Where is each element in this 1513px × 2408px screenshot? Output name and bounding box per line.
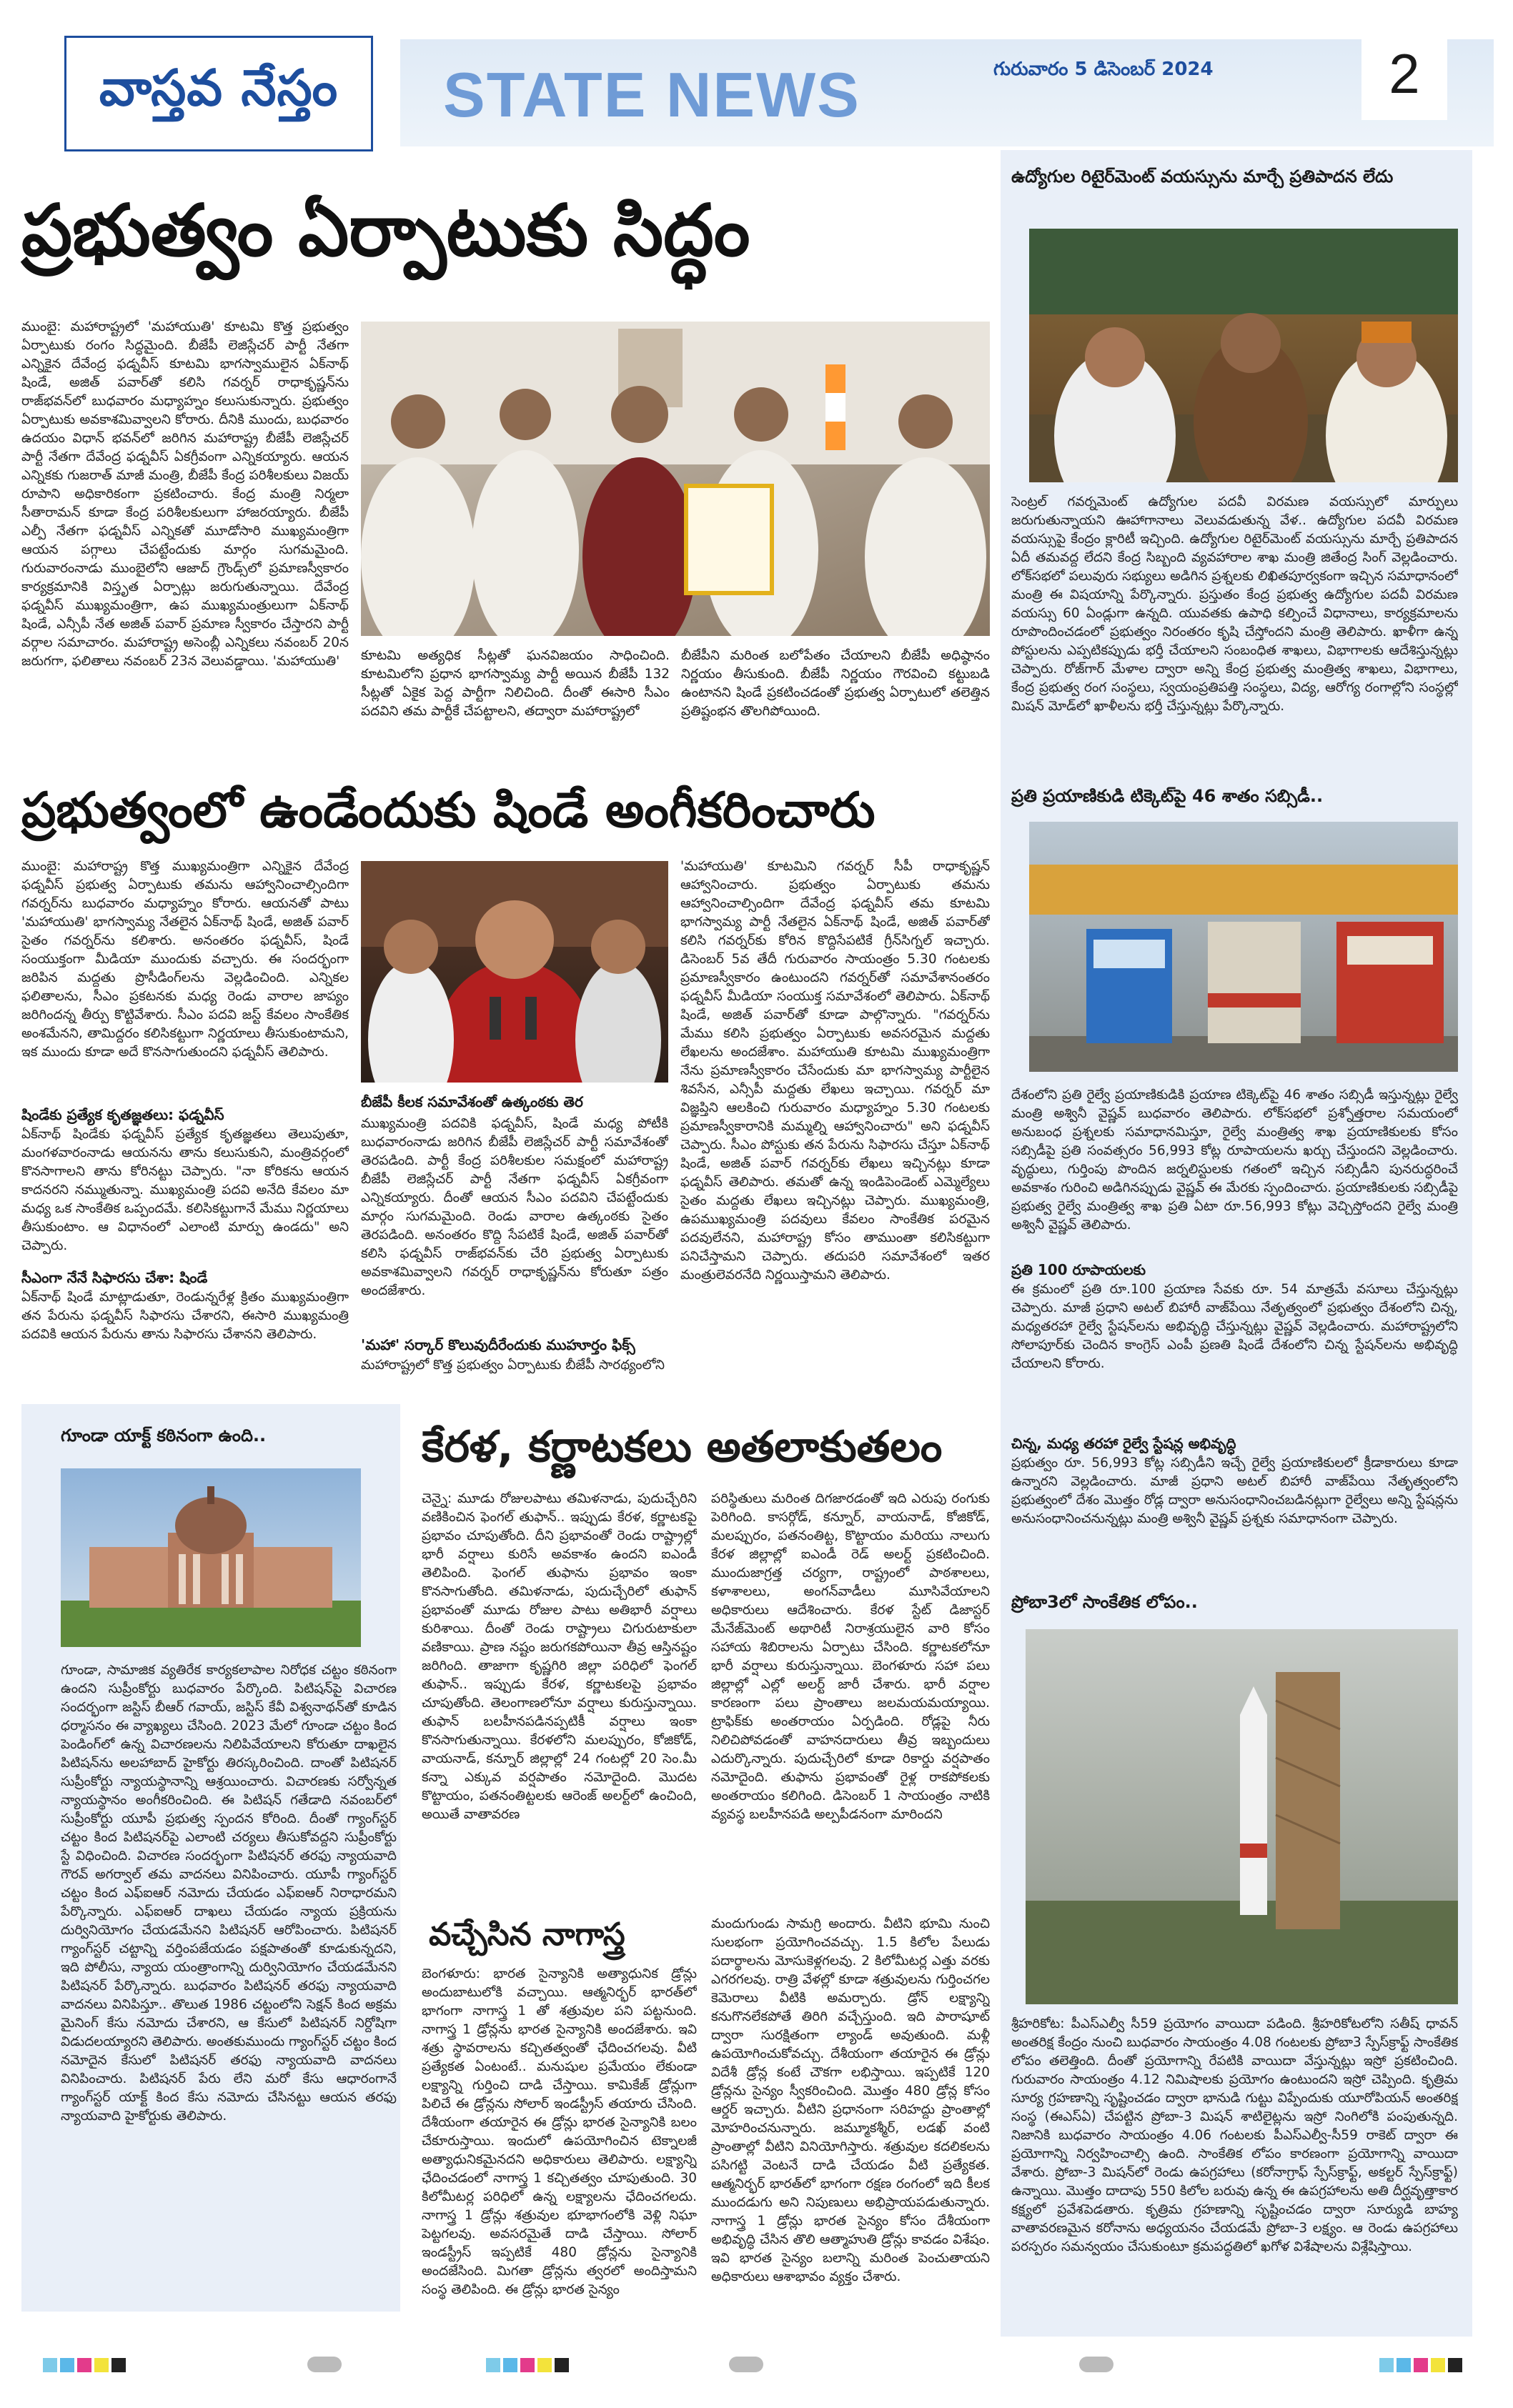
goonda-body-text: గూండా, సామాజిక వ్యతిరేక కార్యకలాపాల నిరోధక చట్టం కఠినంగా ఉందని సుప్రీంకోర్టు బుధవారం పేర్కొంది. పిటిషన్‌పై విచారణ సందర్భంగా జస్టిస్ బీఆర్ గవాయ్, జస్టిస్ కేవీ విశ్వనాథన్‌తో కూడిన ధర్మాసనం ఈ వ్యాఖ్యలు చేసింది. 2023 మేలో గూండా చట్టం కింద పెండింగ్‌లో ఉన్న విచారణలను నిలిపివేయాలని కోరుతూ దాఖలైన పిటిషన్‌ను అలహాబాద్ హైకోర్టు తిరస్కరించింది. దాంతో పిటిషనర్ సుప్రీంకోర్టు న్యాయస్థానాన్ని ఆశ్రయించారు. విచారణకు సర్వోన్నత న్యాయస్థానం అంగీకరించింది. ఈ పిటిషన్ గతేడాది నవంబర్‌లో సుప్రీంకోర్టు యూపీ ప్రభుత్వ స్పందన కోరింది. దీంతో గ్యాంగ్‌స్టర్ చట్టం కింద పిటిషనర్‌పై ఎలాంటి చర్యలు తీసుకోవద్దని సుప్రీంకోర్టు స్టే విధించింది. విచారణ సందర్భంగా పిటిషనర్ తరఫు న్యాయవాది గౌరవ్ అగర్వాల్ తమ వాదనలు వినిపించారు. యూపీ గ్యాంగ్‌స్టర్ చట్టం కింద ఎఫ్ఐఆర్ నమోదు చేయడం ఎఫ్ఐఆర్ నిరాధారమని పేర్కొన్నారు. ఎఫ్ఐఆర్ దాఖలు చేయడం న్యాయ ప్రక్రియను దుర్వినియోగం చేయడమేనని పిటిషనర్ ఆరోపించారు. పిటిషనర్ గ్యాంగ్‌స్టర్ చట్టాన్ని వర్తింపజేయడం పక్షపాతంతో కూడుకున్నదని, ఇది పోలీసు, న్యాయ యంత్రాంగాన్ని దుర్వినియోగం చేయడమేనని పిటిషనర్ పేర్కొన్నారు. బుధవారం పిటిషనర్ తరఫు న్యాయవాది వాదనలు వినిపిస్తూ.. తొలుత 1986 చట్టంలోని సెక్షన్ కింద అక్రమ మైనింగ్ కేసు నమోదు చేశారని, ఆ కేసులో పిటిషనర్ నిర్దోషిగా విడుదలయ్యారని తెలిపారు. అంతకుముందు గ్యాంగ్‌స్టర్ చట్టం కింద నమోదైన కేసులో పిటిషనర్ తరఫు న్యాయవాది వాదనలు వినిపించారు. పిటిషనర్ పేరు లేని మరో కేసు ఆధారంగానే గ్యాంగ్‌స్టర్ యాక్ట్ కింద కేసు నమోదు చేసినట్టు ఆయన తరఫు న్యాయవాది హైకోర్టుకు తెలిపారు.: [61, 1663, 397, 2124]
lead-photo-caption-right: బీజేపీని మరింత బలోపేతం చేయాలని బీజేపీ అధిష్ఠానం నిర్ణయం తీసుకుంది. బీజేపీ నిర్ణయం గౌరవించి కట్టుబడి ఉంటానని షిండే ప్రకటించడంతో ప్రభుత్వ ఏర్పాటులో తలెత్తిన ప్రతిష్టంభన తొలగిపోయింది.: [681, 648, 990, 719]
kerala-col1-text: చెన్నై: మూడు రోజులపాటు తమిళనాడు, పుదుచ్చేరిని వణికించిన ఫెంగల్ తుఫాన్.. ఇప్పుడు కేరళ, కర్ణాటకపై ప్రభావం చూపుతోంది. దీని ప్రభావంతో రెండు రాష్ట్రాల్లో భారీ వర్షాలు కురిసే అవకాశం ఉందని ఐఎండీ తెలిపింది. ఫెంగల్ తుఫాను ప్రభావం ఇంకా కొనసాగుతోంది. తమిళనాడు, పుదుచ్చేరిలో తుఫాన్ ప్రభావంతో మూడు రోజుల పాటు అతిభారీ వర్షాలు కురిశాయి. దీంతో రెండు రాష్ట్రాలు చిగురుటాకులా వణికాయి. ప్రాణ నష్టం జరుగకపోయినా తీవ్ర ఆస్తినష్టం జరిగింది. తాజాగా కృష్ణగిరి జిల్లా పరిధిలో ఫెంగల్ తుఫాన్.. ఇప్పుడు కేరళ, కర్ణాటకలపై ప్రభావం చూపుతోంది. తెలంగాణలోనూ వర్షాలు కురుస్తున్నాయి. తుఫాన్ బలహీనపడినప్పటికీ వర్షాలు ఇంకా కొనసాగుతున్నాయి. కేరళలోని మలప్పురం, కోజికోడ్, వాయనాడ్, కన్నూర్ జిల్లాల్లో 24 గంటల్లో 20 సెం.మీ కన్నా ఎక్కువ వర్షపాతం నమోదైంది. మొదట కొట్టాయం, పతనంతిట్టలకు ఆరెంజ్ అలర్ట్‌లో ఉంచింది, అయితే వాతావరణ: [422, 1491, 697, 1822]
color-registration-marks-center: [486, 2358, 569, 2372]
second-col3-text: 'మహాయుతి' కూటమిని గవర్నర్ సీపీ రాధాకృష్ణన్ ఆహ్వానించారు. ప్రభుత్వం ఏర్పాటుకు తమను ఆహ్వానించాల్సిందిగా దేవేంద్ర ఫడ్నవీస్ తమ కూటమి భాగస్వామ్య పార్టీ నేతలైన ఏక్‌నాథ్ షిండే, అజిత్ పవార్‌తో కలిసి గవర్నర్‌కు కోరిన కొద్దిసేపటికే గ్రీన్‌సిగ్నల్ ఇచ్చారు. డిసెంబర్ 5వ తేదీ గురువారం సాయంత్రం 5.30 గంటలకు ప్రమాణస్వీకారం ఉంటుందని గవర్నర్‌తో సమావేశానంతరం ఫడ్నవీస్ మీడియా సంయుక్త సమావేశంలో తెలిపారు. ఏక్‌నాథ్ షిండే, అజిత్ పవార్‌తో కూడా పాల్గొన్నారు. "గవర్నర్‌ను మేము కలిసి ప్రభుత్వం ఏర్పాటుకు అవసరమైన మద్దతు లేఖలను అందజేశాం. మహాయుతి కూటమి ముఖ్యమంత్రిగా నేను ప్రమాణస్వీకారం చేసేందుకు మా భాగస్వామ్య పార్టీలైన శివసేన, ఎన్సీపీ మద్దతు లేఖలు ఇచ్చాయి. గవర్నర్ మా విజ్ఞప్తిని ఆలకించి గురువారం మధ్యాహ్నం 5.30 గంటలకు ప్రమాణస్వీకారానికి మమ్మల్ని ఆహ్వానించారు" అని ఫడ్నవీస్ చెప్పారు. సీఎం పోస్టుకు తన పేరును సిఫారసు చేస్తూ ఏక్‌నాథ్ షిండే, అజిత్ పవార్ గవర్నర్‌కు లేఖలు ఇచ్చినట్లు కూడా ఫడ్నవీస్ తెలిపారు. తమతో ఉన్న ఇండిపెండెంట్ ఎమ్మెల్యేలు సైతం మద్దతు లేఖలు ఇచ్చినట్లు చెప్పారు. ముఖ్యమంత్రి, ఉపముఖ్యమంత్రి పదవులు కేవలం సాంకేతిక పరమైన పదవులేనని, మహారాష్ట్ర కోసం తాముంతా కలిసికట్టుగా పనిచేస్తామని చెప్పారు. తదుపరి సమావేశంలో ఇతర మంత్రులెవరనేది నిర్ణయిస్తామని తెలిపారు.: [680, 859, 990, 1283]
subsidy-body-text-3: ప్రభుత్వం రూ. 56,993 కోట్ల సబ్సిడీని ఇచ్చే రైల్వే ప్రయాణికులలో క్రీడాకారులు కూడా ఉన్నారని వెల్లడించారు. మాజీ ప్రధాని అటల్ బిహారీ వాజ్‌పేయి నేతృత్వంలోని ప్రభుత్వంలో దేశం మొత్తం రోడ్ల ద్వారా అనుసంధానించబడినట్లుగా రైల్వేలు అన్ని స్టేషన్లను అనుసంధానించనున్నట్లు మంత్రి అశ్వినీ వైష్ణవ్ ప్రశ్నకు సమాధానంగా చెప్పారు.: [1011, 1456, 1458, 1526]
subsidy-subhead-stations: చిన్న, మధ్య తరహా రైల్వే స్టేషన్ల అభివృద్ధి: [1011, 1435, 1236, 1452]
newspaper-logo: వాస్తవ నేస్తం: [64, 36, 373, 151]
registration-pill: [1079, 2357, 1113, 2372]
subsidy-body-text-2: ఈ క్రమంలో ప్రతి రూ.100 ప్రయాణ సేవకు రూ. 54 మాత్రమే వసూలు చేస్తున్నట్లు చెప్పారు. మాజీ ప్రధాని అటల్ బిహారీ వాజ్‌పేయి నేతృత్వంలో ప్రభుత్వం దేశంలోని చిన్న, మధ్యతరహా రైల్వే స్టేషన్‌లను అభివృద్ధి చేస్తున్నట్లు వైష్ణవ్ వెల్లడించారు. మహారాష్ట్రలోని సోలాపూర్‌కు చెందిన కాంగ్రెస్ ఎంపీ ప్రణతి షిండే దేశంలోని చిన్న స్టేషన్‌లను అభివృద్ధి చేయాలని కోరారు.: [1011, 1282, 1458, 1371]
second-col2-text: ముఖ్యమంత్రి పదవికి ఫడ్నవీస్, షిండే మధ్య పోటీకి బుధవారంనాడు జరిగిన బీజేపీ లెజిస్లేచర్ పార్టీ సమావేశంతో తెరపడింది. పార్టీ కేంద్ర పరిశీలకుల సమక్షంలో మహారాష్ట్ర బీజేపీ లెజిస్లేచర్ పార్టీ నేతగా ఫడ్నవీస్ ఏకగ్రీవంగా ఎన్నికయ్యారు. దీంతో ఆయన సీఎం పదవిని చేపట్టేందుకు మార్గం సుగమమైంది. రెండు వారాల ఉత్కంఠకు సైతం తెరపడింది. అనంతరం కొద్ది సేపటికే షిండే, అజిత్ పవార్‌తో కలిసి ఫడ్నవీస్ రాజ్‌భవన్‌కు చేరి ప్రభుత్వ ఏర్పాటుకు అవకాశమివ్వాలని గవర్నర్ రాధాకృష్ణన్‌ను కోరుతూ పత్రం అందజేశారు.: [361, 1116, 668, 1298]
second-col1b-text: ఏక్‌నాథ్ షిండేకు ఫడ్నవీస్ ప్రత్యేక కృతజ్ఞతలు తెలుపుతూ, మంగళవారంనాడు ఆయనను తాను కలుసుకుని, మంత్రివర్గంలో కొనసాగాలని తాను కోరినట్టు చెప్పారు. "నా కోరికను ఆయన కాదనరని నమ్ముతున్నా. ముఖ్యమంత్రి పదవి అనేది కేవలం మా మధ్య ఒక సాంకేతిక ఒప్పందమే. కలిసికట్టుగానే మేము నిర్ణయాలు తీసుకుంటాం. ఆ విధానంలో ఎలాంటి మార్పు ఉండదు" అని చెప్పారు.: [21, 1127, 349, 1253]
supreme-court-photo: [61, 1468, 361, 1647]
registration-pill: [729, 2357, 763, 2372]
proba3-headline: ప్రోబా3లో సాంకేతిక లోపం..: [1011, 1592, 1198, 1612]
second-col1c-text: ఏక్‌నాథ్ షిండే మాట్లాడుతూ, రెండున్నరేళ్ల క్రితం ముఖ్యమంత్రిగా తన పేరును ఫడ్నవీస్ సిఫారసు చేశారని, ఈసారి ముఖ్యమంత్రి పదవికి ఆయన పేరును తాను సిఫారసు చేశానని తెలిపారు.: [21, 1290, 349, 1342]
subsidy-headline: ప్రతి ప్రయాణికుడి టిక్కెట్‌పై 46 శాతం సబ్సిడీ..: [1011, 786, 1324, 806]
subsidy-body-text: దేశంలోని ప్రతి రైల్వే ప్రయాణికుడికి ప్రయాణ టిక్కెట్‌పై 46 శాతం సబ్సిడీ ఇస్తున్నట్లు రైల్వే మంత్రి అశ్వినీ వైష్ణవ్ బుధవారం తెలిపారు. లోక్‌సభలో ప్రశ్నోత్తరాల సమయంలో అనుబంధ ప్రశ్నలకు సమాధానమిస్తూ, రైల్వే మంత్రిత్వ శాఖ ప్రయాణికులకు కోసం సబ్సిడీపై ప్రతి సంవత్సరం 56,993 కోట్ల రూపాయలను ఖర్చు చేస్తుందని వెల్లడించారు. వృద్ధులు, గుర్తింపు పొందిన జర్నలిస్టులకు గతంలో ఇచ్చిన సబ్సిడీని పునరుద్ధరించే అవకాశం గురించి అడిగినప్పుడు వైష్ణవ్ ఈ మేరకు స్పందించారు. ప్రయాణికులకు సబ్సిడీపై ప్రభుత్వ రైల్వే మంత్రిత్వ శాఖ ప్రతి ఏటా రూ.56,993 కోట్లు వెచ్చిస్తోందని రైల్వే మంత్రి అశ్వినీ వైష్ణవ్ తెలిపారు.: [1011, 1088, 1458, 1233]
second-photo-caption-title: బీజేపీ కీలక సమావేశంతో ఉత్కంఠకు తెర: [361, 1093, 583, 1110]
lead-photo-governor-meeting: [361, 322, 990, 636]
color-registration-marks-right: [1379, 2358, 1462, 2372]
nagastra-col2-text: మందుగుండు సామగ్రి అందారు. వీటిని భూమి నుంచి సులభంగా ప్రయోగించవచ్చు. 1.5 కిలోల పేలుడు పదార్థాలను మోసుకెళ్లగలవు. 2 కిలోమీటర్ల ఎత్తు వరకు ఎగరగలవు. రాత్రి వేళల్లో కూడా శత్రువులను గుర్తించగల కెమెరాలు వీటికి అమర్చారు. డ్రోన్ లక్ష్యాన్ని కనుగొనలేకపోతే తిరిగి వచ్చేస్తుంది. ఇది పారాషూట్ ద్వారా సురక్షితంగా ల్యాండ్ అవుతుంది. మళ్లీ ఉపయోగించుకోవచ్చు. దేశీయంగా తయారైన ఈ డ్రోన్లు విదేశీ డ్రోన్ల కంటే చౌకగా లభిస్తాయి. ఇప్పటికే 120 డ్రోన్లను సైన్యం స్వీకరించింది. మొత్తం 480 డ్రోన్ల కోసం ఆర్డర్ ఇచ్చారు. వీటిని ప్రధానంగా సరిహద్దు ప్రాంతాల్లో మోహరించనున్నారు. జమ్మూకశ్మీర్, లడఖ్ వంటి ప్రాంతాల్లో వీటిని వినియోగిస్తారు. శత్రువుల కదలికలను పసిగట్టి వెంటనే దాడి చేయడం వీటి ప్రత్యేకత. ఆత్మనిర్భర్ భారత్‌లో భాగంగా రక్షణ రంగంలో ఇది కీలక ముందడుగు అని నిపుణులు అభిప్రాయపడుతున్నారు. నాగాస్త్ర 1 డ్రోన్లు భారత సైన్యం కోసం దేశీయంగా అభివృద్ధి చేసిన తొలి ఆత్మాహుతి డ్రోన్లు కావడం విశేషం. ఇవి భారత సైన్యం బలాన్ని మరింత పెంచుతాయని అధికారులు ఆశాభావం వ్యక్తం చేశారు.: [711, 1916, 990, 2284]
proba3-body-text: శ్రీహరికోట: పీఎస్ఎల్వీ సీ59 ప్రయోగం వాయిదా పడింది. శ్రీహరికోటలోని సతీష్ ధావన్ అంతరిక్ష కేంద్రం నుంచి బుధవారం సాయంత్రం 4.08 గంటలకు ప్రోబా3 స్పేస్‌క్రాఫ్ట్ సాంకేతిక లోపం తలెత్తింది. దీంతో ప్రయోగాన్ని రేపటికి వాయిదా వేస్తున్నట్లు ఇస్రో ప్రకటించింది. గురువారం సాయంత్రం 4.12 నిమిషాలకు ప్రయోగం ఉంటుందని ఇస్రో చెప్పింది. కృత్రిమ సూర్య గ్రహణాన్ని సృష్టించడం ద్వారా భానుడి గుట్టు విప్పేందుకు యూరోపియన్ అంతరిక్ష సంస్థ (ఈఎస్ఏ) చేపట్టిన ప్రోబా-3 మిషన్ శాటిలైట్లను ఇస్రో నింగిలోకి పంపుతున్నది. నిజానికి బుధవారం సాయంత్రం 4.06 గంటలకు పీఎస్ఎల్వీ-సీ59 రాకెట్ ద్వారా ఈ ప్రయోగాన్ని నిర్వహించాల్సి ఉంది. సాంకేతిక లోపం కారణంగా ప్రయోగాన్ని వాయిదా వేశారు. ప్రోబా-3 మిషన్‌లో రెండు ఉపగ్రహాలు (కరోనాగ్రాఫ్ స్పేస్‌క్రాఫ్ట్, అకల్టర్ స్పేస్‌క్రాఫ్ట్) ఉన్నాయి. మొత్తం దాదాపు 550 కిలోల బరువు ఉన్న ఈ ఉపగ్రహాలను అతి దీర్ఘవృత్తాకార కక్ష్యలో ప్రవేశపెడతారు. కృత్రిమ గ్రహణాన్ని సృష్టించడం ద్వారా సూర్యుడి బాహ్య వాతావరణమైన కరోనాను అధ్యయనం చేయడమే ప్రోబా-3 లక్ష్యం. ఆ రెండు ఉపగ్రహాలు పరస్పరం సమన్వయం చేసుకుంటూ క్రమపద్ధతిలో ఖగోళ విశేషాలను విశ్లేషిస్తాయి.: [1011, 2016, 1458, 2254]
section-title: STATE NEWS: [443, 59, 860, 130]
goonda-headline: గూండా యాక్ట్ కఠినంగా ఉంది..: [61, 1426, 267, 1446]
color-registration-marks-left: [43, 2358, 126, 2372]
second-col1-text: ముంబై: మహారాష్ట్ర కొత్త ముఖ్యమంత్రిగా ఎన్నికైన దేవేంద్ర ఫడ్నవీస్ ప్రభుత్వ ఏర్పాటుకు తమను ఆహ్వానించాల్సిందిగా గవర్నర్‌ను బుధవారం మధ్యాహ్నం కోరారు. ఆయనతో పాటు 'మహాయుతి' భాగస్వామ్య నేతలైన ఏక్‌నాథ్ షిండే, అజిత్ పవార్ సైతం గవర్నర్‌ను కలిశారు. అనంతరం ఫడ్నవీస్, షిండే సంయుక్తంగా మీడియా ముందుకు వచ్చారు. ఈ సందర్భంగా జరిపిన మద్దతు ప్రొసీడింగ్‌లను వెల్లడించింది. ఎన్నికల ఫలితాలను, సీఎం ప్రకటనకు మధ్య రెండు వారాల జాప్యం జరిగిందన్న తీర్పు కొట్టివేశారు. సీఎం పదవి జస్ట్ కేవలం సాంకేతిక అంశమేనని, తామిద్దరం కలిసికట్టుగా నిర్ణయాలు తీసుకుంటామని, ఇక ముందు కూడా అదే కొనసాగుతుందని ఫడ్నవీస్ తెలిపారు.: [21, 859, 349, 1060]
parliament-photo: [1029, 229, 1458, 482]
trains-photo: [1029, 822, 1458, 1072]
kerala-headline: కేరళ, కర్ణాటకలు అతలాకుతలం: [422, 1422, 943, 1472]
lead-body-text: ముంబై: మహారాష్ట్రలో 'మహాయుతి' కూటమి కొత్త ప్రభుత్వం ఏర్పాటుకు రంగం సిద్ధమైంది. బీజేపీ లెజిస్లేచర్ పార్టీ నేతగా ఎన్నికైన దేవేంద్ర ఫడ్నవీస్ కూటమి భాగస్వాములైన ఏక్‌నాథ్ షిండే, అజిత్ పవార్‌తో కలిసి గవర్నర్ రాధాకృష్ణన్‌ను రాజ్‌భవన్‌లో బుధవారం మధ్యాహ్నం కలుసుకున్నారు. ప్రభుత్వం ఏర్పాటుకు అవకాశమివ్వాలని కోరారు. దీనికి ముందు, బుధవారం ఉదయం విధాన్ భవన్‌లో జరిగిన మహారాష్ట్ర బీజేపీ లెజిస్లేచర్ పార్టీ నేతగా దేవేంద్ర ఫడ్నవీస్ ఏకగ్రీవంగా ఎన్నికయ్యారు. ఆయన ఎన్నికకు గుజరాత్ మాజీ మంత్రి, బీజేపీ కేంద్ర పరిశీలకులు విజయ్ రూపాని అధికారికంగా ప్రకటించారు. కేంద్ర మంత్రి నిర్మలా సీతారామన్ కూడా కేంద్ర పరిశీలకులుగా హాజరయ్యారు. బీజేపీ ఎల్పీ నేతగా ఫడ్నవీస్ ఎన్నికతో మూడోసారి ముఖ్యమంత్రిగా ఆయన పగ్గాలు చేపట్టేందుకు మార్గం సుగమమైంది. గురువారంనాడు ముంబైలోని ఆజాద్ గ్రౌండ్స్‌లో ప్రమాణస్వీకారం కార్యక్రమానికి విస్తృత ఏర్పాట్లు జరుగుతున్నాయి. దేవేంద్ర ఫడ్నవీస్ ముఖ్యమంత్రిగా, ఉప ముఖ్యమంత్రులుగా ఏక్‌నాథ్ షిండే, ఎన్సీపీ నేత అజిత్ పవార్ ప్రమాణ స్వీకారం చేస్తారని పార్టీ వర్గాల సమాచారం. మహారాష్ట్ర అసెంబ్లీ ఎన్నికలు నవంబర్ 20న జరుగగా, ఫలితాలు నవంబర్ 23న వెలువడ్డాయి. 'మహాయుతి': [21, 319, 349, 669]
lead-photo-caption-left: కూటమి అత్యధిక సీట్లతో ఘనవిజయం సాధించింది. కూటమిలోని ప్రధాన భాగస్వామ్య పార్టీ అయిన బీజేపీ 132 సీట్లతో ఏకైక పెద్ద పార్టీగా నిలిచింది. దీంతో ఈసారి సీఎం పదవిని తమ పార్టీకే చేపట్టాలని, తద్వారా మహారాష్ట్రలో: [361, 648, 670, 719]
issue-date: గురువారం 5 డిసెంబర్ 2024: [993, 59, 1214, 80]
rocket-launch-pad-photo: [1026, 1629, 1458, 2004]
nagastra-col1-text: బెంగళూరు: భారత సైన్యానికి అత్యాధునిక డ్రోన్లు అందుబాటులోకి వచ్చాయి. ఆత్మనిర్భర్ భారత్‌లో భాగంగా నాగాస్త్ర 1 తో శత్రువుల పని పట్టనుంది. నాగాస్త్ర 1 డ్రోన్లను భారత సైన్యానికి అందజేశారు. ఇవి శత్రు స్థావరాలను కచ్చితత్వంతో ఛేదించగలవు. వీటి ప్రత్యేకత ఏంటంటే.. మనుషుల ప్రమేయం లేకుండా లక్ష్యాన్ని గుర్తించి దాడి చేస్తాయి. కామికేజ్ డ్రోన్లుగా పిలిచే ఈ డ్రోన్లను సోలార్ ఇండస్ట్రీస్ తయారు చేసింది. దేశీయంగా తయారైన ఈ డ్రోన్లు భారత సైన్యానికి బలం చేకూరుస్తాయి. ఇందులో ఉపయోగించిన టెక్నాలజీ అత్యాధునికమైనదని అధికారులు తెలిపారు. లక్ష్యాన్ని ఛేదించడంలో నాగాస్త్ర 1 కచ్చితత్వం చూపుతుంది. 30 కిలోమీటర్ల పరిధిలో ఉన్న లక్ష్యాలను ఛేదించగలదు. నాగాస్త్ర 1 డ్రోన్లు శత్రువుల భూభాగంలోకి వెళ్లి నిఘా పెట్టగలవు. అవసరమైతే దాడి చేస్తాయి. సోలార్ ఇండస్ట్రీస్ ఇప్పటికే 480 డ్రోన్లను సైన్యానికి అందజేసింది. మిగతా డ్రోన్లను త్వరలో అందిస్తామని సంస్థ తెలిపింది. ఈ డ్రోన్లు భారత సైన్యం: [422, 1966, 697, 2297]
second-headline: ప్రభుత్వంలో ఉండేందుకు షిండే అంగీకరించారు: [21, 782, 875, 839]
second-subhead-muhurtam: 'మహా' సర్కార్ కొలువుదీరేందుకు ముహూర్తం ఫిక్స్: [361, 1336, 635, 1353]
lead-headline: ప్రభుత్వం ఏర్పాటుకు సిద్ధం: [21, 189, 750, 272]
retirement-headline: ఉద్యోగుల రిటైర్‌మెంట్ వయస్సును మార్చే ప్రతిపాదన లేదు: [1011, 166, 1394, 186]
second-subhead-recommend: సీఎంగా నేనే సిఫారసు చేశా: షిండే: [21, 1269, 208, 1286]
page-number: 2: [1361, 27, 1447, 120]
registration-pill: [307, 2357, 342, 2372]
second-col2b-text: మహారాష్ట్రలో కొత్త ప్రభుత్వం ఏర్పాటుకు బీజేపీ సారథ్యంలోని: [361, 1358, 665, 1373]
second-photo-press-meet: [361, 861, 668, 1083]
retirement-body-text: సెంట్రల్ గవర్నమెంట్ ఉద్యోగుల పదవీ విరమణ వయస్సులో మార్పులు జరుగుతున్నాయని ఊహాగానాలు వెలువడుతున్న వేళ.. ఉద్యోగుల పదవీ విరమణ వయస్సుపై కేంద్రం క్లారిటీ ఇచ్చింది. ఉద్యోగుల రిటైర్‌మెంట్ వయస్సును మార్చే ప్రతిపాదన ఏదీ తమవద్ద లేదని కేంద్ర సిబ్బంది వ్యవహారాల శాఖ మంత్రి జితేంద్ర సింగ్ వెల్లడించారు. లోక్‌సభలో పలువురు సభ్యులు అడిగిన ప్రశ్నలకు లిఖితపూర్వకంగా ఇచ్చిన సమాధానంలో మంత్రి ఈ విషయాన్ని పేర్కొన్నారు. ప్రస్తుతం కేంద్ర ప్రభుత్వ ఉద్యోగుల పదవీ విరమణ వయస్సు 60 ఏండ్లుగా ఉన్నది. యువతకు ఉపాధి కల్పించే విధానాలు, కార్యక్రమాలను రూపొందించడంలో ప్రభుత్వం నిరంతరం కృషి చేస్తోందని మంత్రి తెలిపారు. ఖాళీగా ఉన్న పోస్టులను ఎప్పటికప్పుడు భర్తీ చేయాలని సంబంధిత శాఖలు, విభాగాలకు ఆదేశిస్తున్నట్లు చెప్పారు. రోజ్‌గార్ మేళాల ద్వారా అన్ని కేంద్ర ప్రభుత్వ మంత్రిత్వ శాఖలు, విభాగాలు, కేంద్ర ప్రభుత్వ రంగ సంస్థలు, స్వయంప్రతిపత్తి సంస్థలు, విద్య, ఆరోగ్య రంగాల్లోని సంస్థల్లో మిషన్ మోడ్‌లో ఖాళీలను భర్తీ చేస్తున్నట్లు పేర్కొన్నారు.: [1011, 494, 1458, 714]
second-subhead-thanks: షిండేకు ప్రత్యేక కృతజ్ఞతలు: ఫడ్నవీస్: [21, 1106, 349, 1127]
subsidy-subhead-100: ప్రతి 100 రూపాయలకు: [1011, 1261, 1146, 1278]
kerala-col2-text: పరిస్థితులు మరింత దిగజారడంతో ఇది ఎరుపు రంగుకు పెరిగింది. కాసర్గోడ్, కన్నూర్, వాయనాడ్, కోజికోడ్, మలప్పురం, పతనంతిట్ట, కొట్టాయం మరియు నాలుగు కేరళ జిల్లాల్లో ఐఎండీ రెడ్ అలర్ట్ ప్రకటించింది. ముందుజాగ్రత్త చర్యగా, రాష్ట్రంలో పాఠశాలలు, కళాశాలలు, అంగన్‌వాడీలు మూసివేయాలని అధికారులు ఆదేశించారు. కేరళ స్టేట్ డిజాస్టర్ మేనేజ్‌మెంట్ అథారిటీ నిరాశ్రయులైన వారి కోసం సహాయ శిబిరాలను ఏర్పాటు చేసింది. కర్ణాటకలోనూ భారీ వర్షాలు కురుస్తున్నాయి. బెంగళూరు సహా పలు జిల్లాల్లో ఎల్లో అలర్ట్ జారీ చేశారు. భారీ వర్షాల కారణంగా పలు ప్రాంతాలు జలమయమయ్యాయి. ట్రాఫిక్‌కు అంతరాయం ఏర్పడింది. రోడ్లపై నీరు నిలిచిపోవడంతో వాహనదారులు తీవ్ర ఇబ్బందులు ఎదుర్కొన్నారు. పుదుచ్చేరిలో కూడా రికార్డు వర్షపాతం నమోదైంది. తుఫాను ప్రభావంతో రైళ్ల రాకపోకలకు అంతరాయం కలిగింది. డిసెంబర్ 1 సాయంత్రం నాటికి వ్యవస్థ బలహీనపడి అల్పపీడనంగా మారిందని: [711, 1491, 990, 1822]
nagastra-headline: వచ్చేసిన నాగాస్త్ర: [429, 1916, 625, 1953]
